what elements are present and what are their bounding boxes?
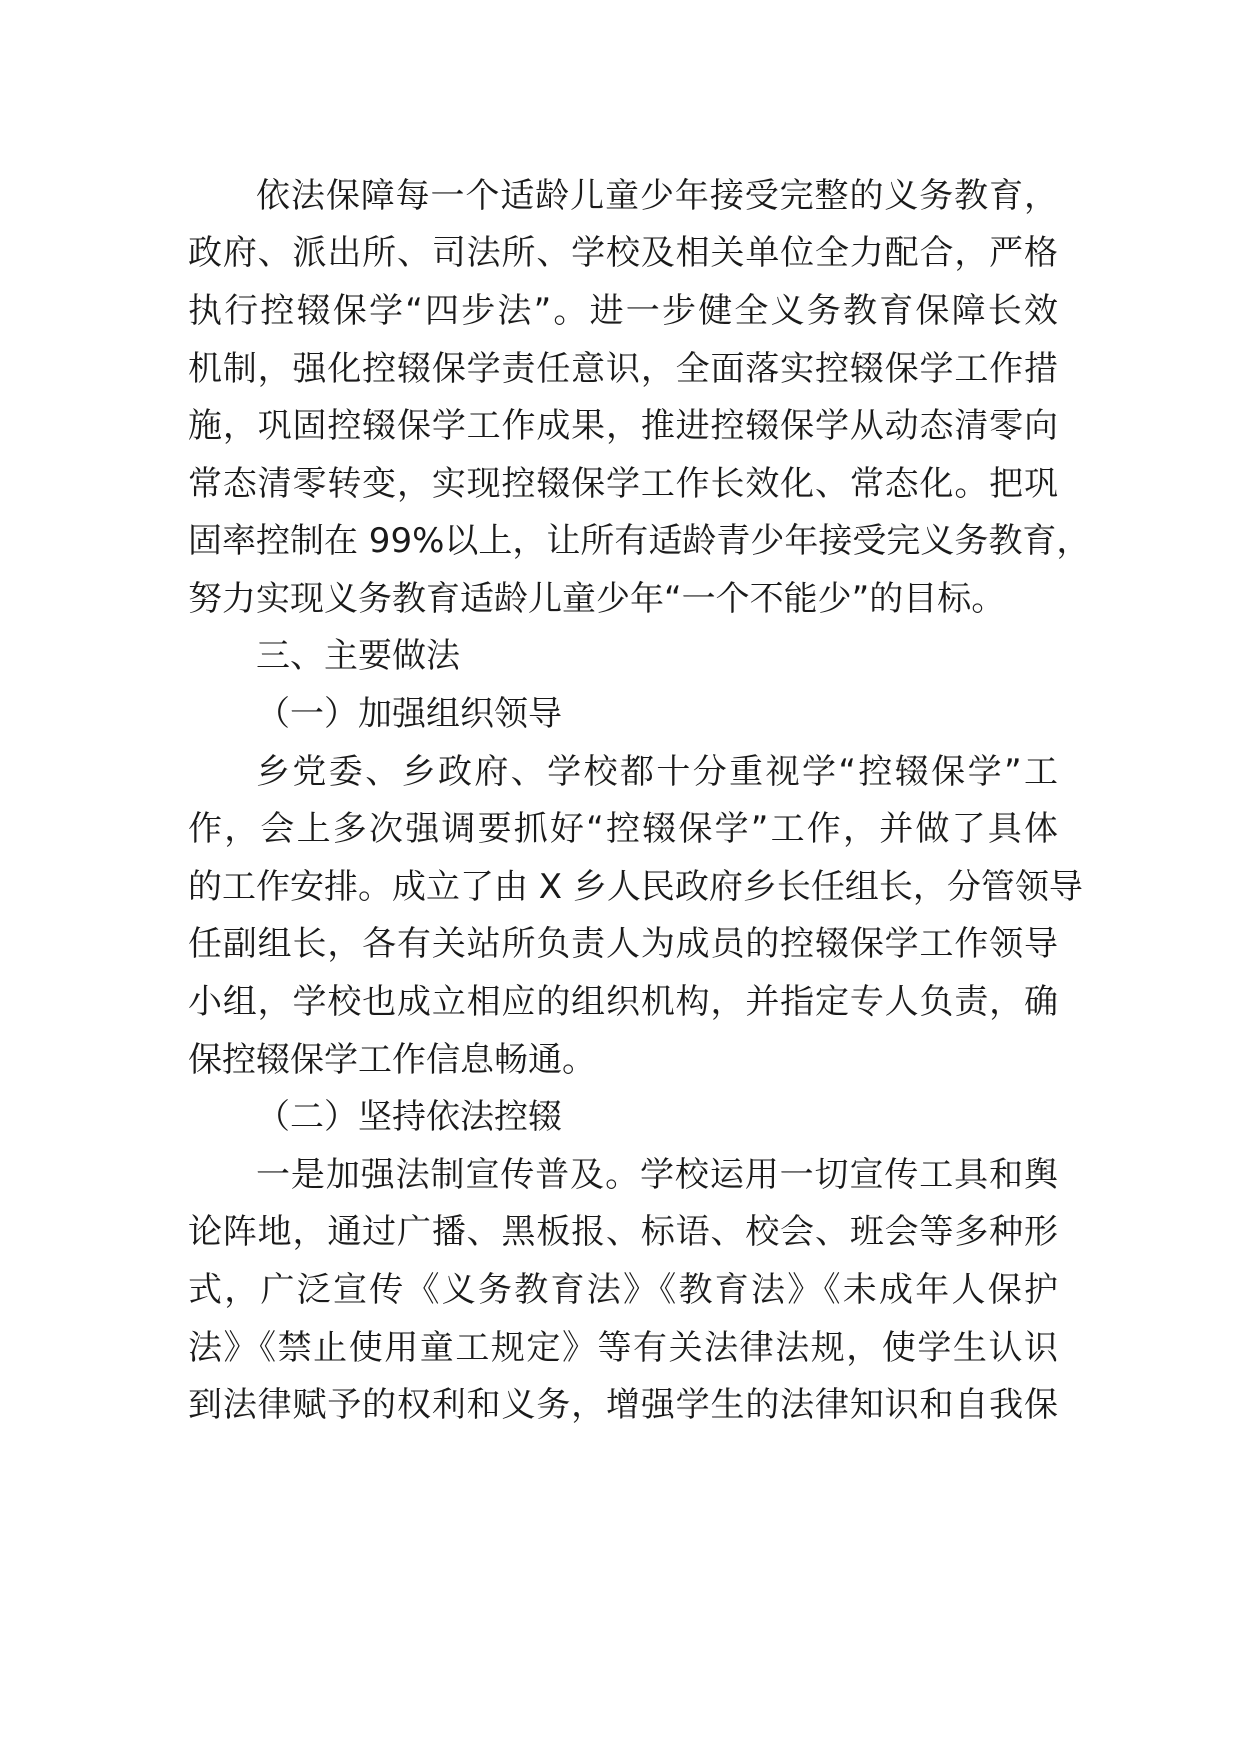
paragraph-line: 常态清零转变，实现控辍保学工作长效化、常态化。把巩	[188, 464, 1058, 504]
paragraph-line: 小组，学校也成立相应的组织机构，并指定专人负责，确	[188, 982, 1058, 1022]
paragraph-line: 政府、派出所、司法所、学校及相关单位全力配合，严格	[188, 233, 1058, 273]
paragraph-line: 执行控辍保学“四步法”。进一步健全义务教育保障长效	[188, 291, 1058, 331]
subsection-heading: （一）加强组织领导	[256, 694, 562, 734]
subsection-heading: （二）坚持依法控辍	[256, 1097, 562, 1137]
paragraph-line: 一是加强法制宣传普及。学校运用一切宣传工具和舆	[256, 1155, 1058, 1195]
paragraph-line: 依法保障每一个适龄儿童少年接受完整的义务教育，	[256, 176, 1058, 216]
paragraph-line: 的工作安排。成立了由 X 乡人民政府乡长任组长，分管领导	[188, 867, 1083, 907]
paragraph-line: 机制，强化控辍保学责任意识，全面落实控辍保学工作措	[188, 349, 1058, 389]
paragraph-line: 式，广泛宣传《义务教育法》《教育法》《未成年人保护	[188, 1270, 1058, 1310]
paragraph-line: 论阵地，通过广播、黑板报、标语、校会、班会等多种形	[188, 1212, 1058, 1252]
paragraph-line: 作，会上多次强调要抓好“控辍保学”工作，并做了具体	[188, 809, 1058, 849]
section-heading: 三、主要做法	[256, 636, 460, 676]
paragraph-line: 努力实现义务教育适龄儿童少年“一个不能少”的目标。	[188, 579, 1006, 619]
paragraph-line: 乡党委、乡政府、学校都十分重视学“控辍保学”工	[256, 752, 1058, 792]
paragraph-line: 任副组长，各有关站所负责人为成员的控辍保学工作领导	[188, 924, 1058, 964]
paragraph-line: 法》《禁止使用童工规定》等有关法律法规，使学生认识	[188, 1328, 1058, 1368]
paragraph-line: 施，巩固控辍保学工作成果，推进控辍保学从动态清零向	[188, 406, 1058, 446]
paragraph-line: 到法律赋予的权利和义务，增强学生的法律知识和自我保	[188, 1385, 1058, 1425]
paragraph-line: 固率控制在 99%以上，让所有适龄青少年接受完义务教育，	[188, 521, 1091, 561]
paragraph-line: 保控辍保学工作信息畅通。	[188, 1040, 596, 1080]
